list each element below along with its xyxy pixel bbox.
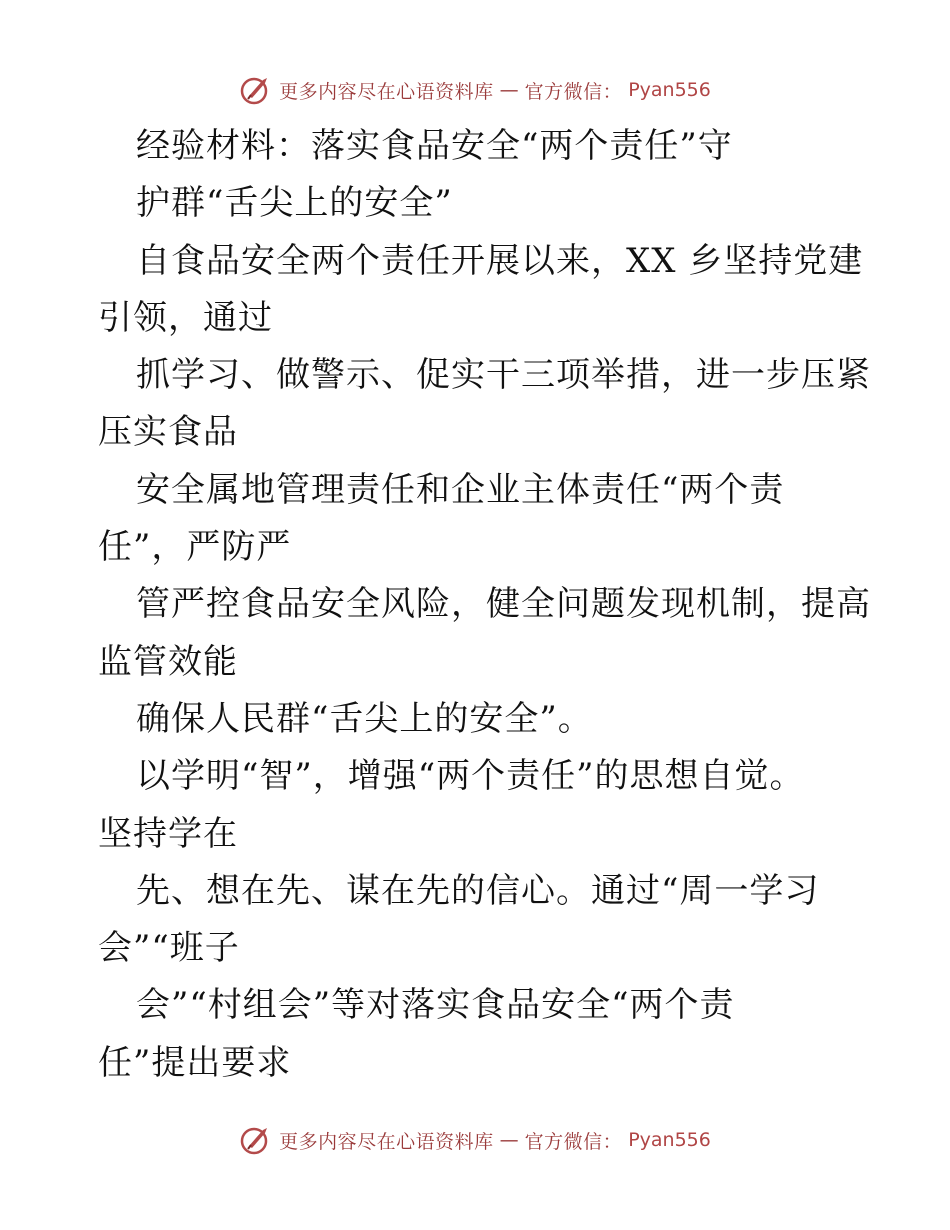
text-line: 任”提出要求 [98, 1042, 292, 1083]
text-line: 会”“班子 [98, 928, 240, 969]
text-line: 自食品安全两个责任开展以来，XX 乡坚持党建 [136, 240, 864, 281]
text-line: 监管效能 [98, 641, 238, 682]
text-line: 确保人民群“舌尖上的安全”。 [136, 698, 593, 739]
watermark-text: 更多内容尽在心语资料库 [279, 1130, 494, 1153]
text-line: 任”，严防严 [98, 527, 292, 568]
watermark-dash: — [499, 79, 519, 101]
footer-watermark [0, 1124, 950, 1156]
header-watermark [0, 74, 950, 106]
quill-logo-icon [239, 1124, 273, 1156]
text-line: 引领，通过 [98, 297, 273, 338]
text-line: 压实食品 [98, 412, 238, 453]
text-line: 会”“村组会”等对落实食品安全“两个责 [136, 985, 735, 1026]
watermark-wechat-label: 官方微信： [524, 80, 623, 103]
text-line: 管严控食品安全风险，健全问题发现机制，提高 [136, 584, 871, 625]
text-line: 以学明“智”，增强“两个责任”的思想自觉。 [136, 756, 805, 797]
text-line: 先、想在先、谋在先的信心。通过“周一学习 [136, 870, 820, 911]
quill-logo-icon [239, 74, 273, 106]
watermark-wechat-label: 官方微信： [524, 1130, 623, 1153]
document-body [98, 118, 871, 1092]
text-line: 安全属地管理责任和企业主体责任“两个责 [136, 469, 785, 510]
watermark-text: 更多内容尽在心语资料库 [279, 80, 494, 103]
text-line: 经验材料：落实食品安全“两个责任”守 [136, 126, 733, 166]
text-line: 坚持学在 [98, 813, 238, 854]
text-line: 护群“舌尖上的安全” [136, 183, 453, 224]
watermark-wechat-id: Pyan556 [628, 79, 711, 101]
text-line: 抓学习、做警示、促实干三项举措，进一步压紧 [136, 355, 871, 396]
watermark-dash: — [499, 1129, 519, 1151]
watermark-wechat-id: Pyan556 [628, 1129, 711, 1151]
